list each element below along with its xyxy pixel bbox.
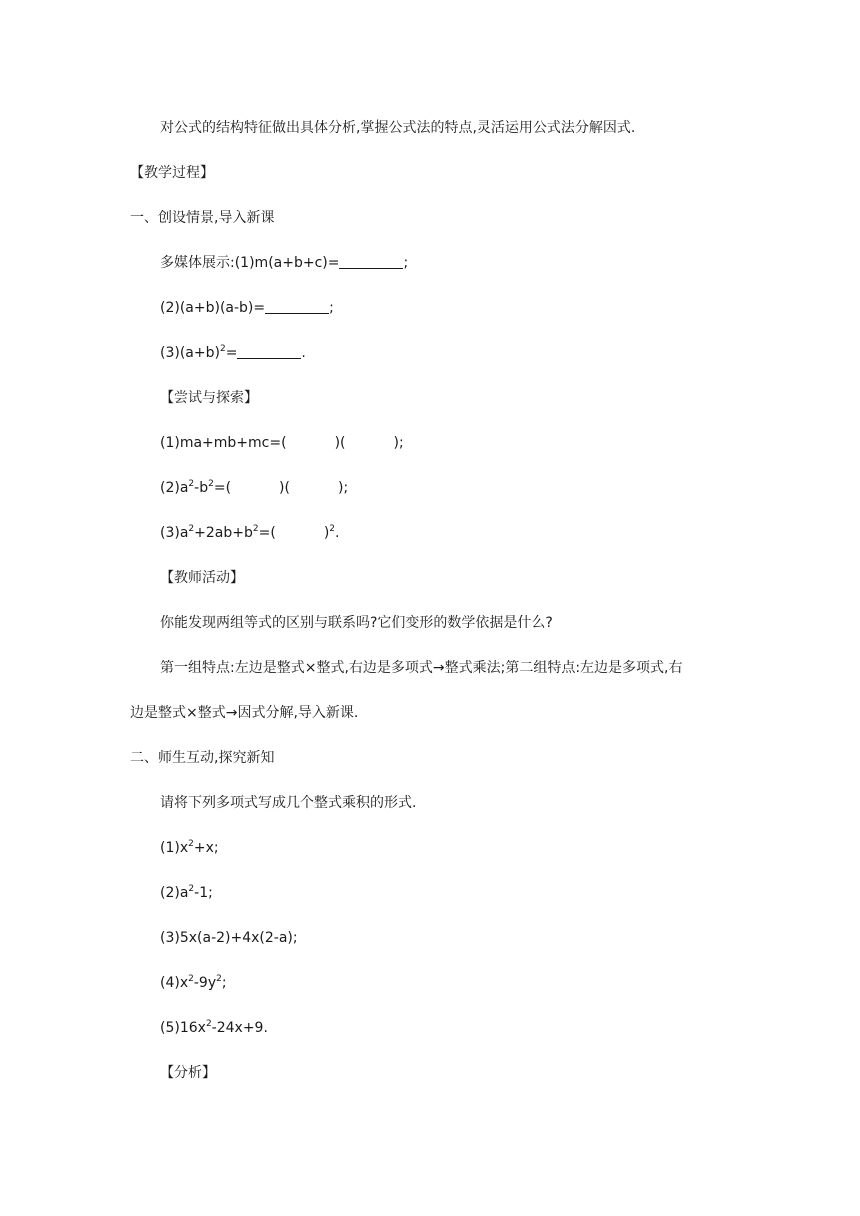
try3-a: (3)a [160,525,189,541]
answer-blank [237,344,301,359]
exponent: 2 [188,839,194,849]
exponent: 2 [208,479,214,489]
exponent: 2 [188,974,194,984]
question-text: 你能发现两组等式的区别与联系吗?它们变形的数学依据是什么? [160,615,553,631]
try3-b: +2ab+b [194,525,253,541]
try2-b: -b [194,480,209,496]
item2-suffix: ; [329,300,334,316]
ex4-a: (4)x [160,975,189,991]
try2-c: =( [213,480,232,496]
process-heading: 【教学过程】 [130,165,214,181]
exercise-2 [160,883,213,903]
item3-suffix: . [301,345,306,361]
teacher-heading: 【教师活动】 [160,570,244,586]
try-item-2 [160,478,348,498]
exercise-5 [160,1018,268,1038]
try3-end: . [335,525,340,541]
ex1-a: (1)x [160,840,189,856]
ex5-b: -24x+9. [211,1020,268,1036]
ex5-a: (5)16x [160,1020,206,1036]
exercise-4 [160,973,227,993]
ex4-b: -9y [193,975,217,991]
answer-line-1: 第一组特点:左边是整式×整式,右边是多项式→整式乘法;第二组特点:左边是多项式,右 [160,660,683,676]
exponent: 2 [252,524,259,534]
answer-blank [339,254,403,269]
objective-text: 对公式的结构特征做出具体分析,掌握公式法的特点,灵活运用公式法分解因式. [160,120,636,136]
answer-blank [265,299,329,314]
exponent: 2 [188,884,195,894]
section2-prompt: 请将下列多项式写成几个整式乘积的形式. [160,795,417,811]
analysis-heading: 【分析】 [160,1065,216,1081]
exercise-1 [160,838,219,858]
try1-text: (1)ma+mb+mc=( [160,435,287,451]
section2-title: 二、师生互动,探究新知 [130,750,275,766]
try1-close1: )( [334,435,346,451]
item1-suffix: ; [403,255,409,271]
ex2-a: (2)a [160,885,189,901]
item2-prefix: (2)(a+b)(a-b)= [160,300,266,316]
answer-line-2: 边是整式×整式→因式分解,导入新课. [130,705,359,721]
section1-title: 一、创设情景,导入新课 [130,210,275,226]
try2-close1: )( [279,480,290,496]
try2-a: (2)a [160,480,189,496]
item3-mid: = [225,345,238,361]
try-heading: 【尝试与探索】 [160,390,258,406]
multimedia-intro: 多媒体展示: [160,255,235,271]
item1-prefix: (1)m(a+b+c)= [234,255,340,271]
ex1-b: +x; [193,840,219,856]
ex2-b: -1; [194,885,213,901]
try3-c: =( [258,525,276,541]
item3-prefix: (3)(a+b) [160,345,220,361]
multimedia-item-3 [160,343,306,363]
ex4-c: ; [221,975,227,991]
exponent: 2 [188,479,195,489]
try1-close2: ); [393,435,404,451]
exponent: 2 [205,1019,212,1029]
multimedia-item-2 [160,298,334,318]
exponent: 2 [216,974,222,984]
exponent: 2 [219,344,226,354]
multimedia-item-1 [160,253,408,273]
try-item-3 [160,523,339,543]
exponent: 2 [329,524,336,534]
exercise-3: (3)5x(a-2)+4x(2-a); [160,930,298,946]
exponent: 2 [188,524,195,534]
try3-close: ) [323,525,330,541]
try-item-1 [160,433,404,453]
try2-close2: ); [337,480,349,496]
